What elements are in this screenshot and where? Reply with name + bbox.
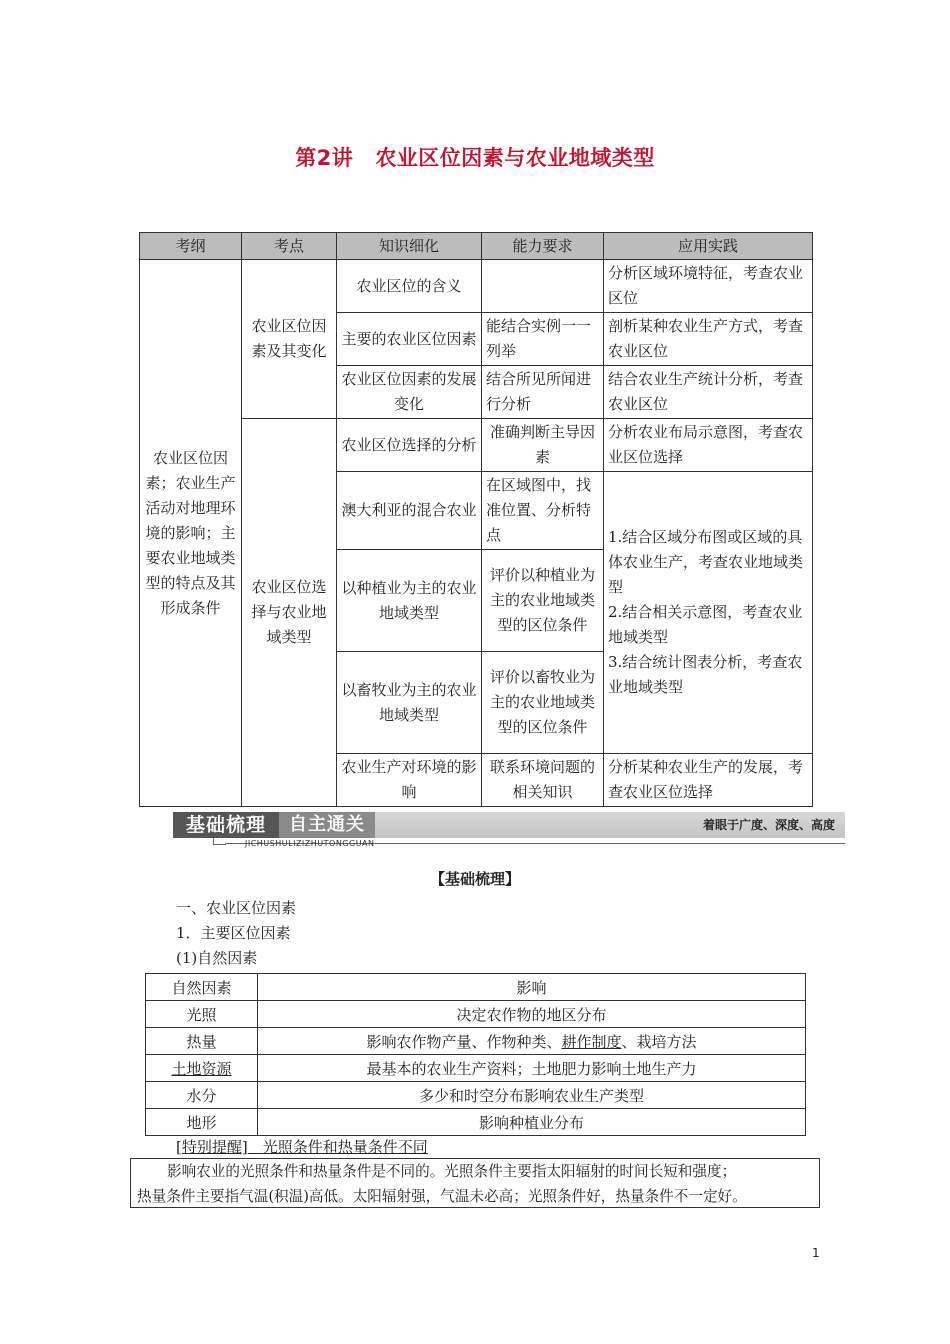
nengli-cell: 准确判断主导因素 — [482, 419, 604, 472]
yingyong-cell: 分析某种农业生产的发展，考查农业区位选择 — [604, 754, 813, 807]
yingyong-cell: 分析农业布局示意图，考查农业区位选择 — [604, 419, 813, 472]
effect-cell: 影响种植业分布 — [258, 1109, 806, 1136]
kaogang-cell: 农业区位因素；农业生产活动对地理环境的影响；主要农业地域类型的特点及其形成条件 — [140, 260, 242, 807]
yingyong-item: 1.结合区域分布图或区域的具体农业生产，考查农业地域类型 — [608, 528, 804, 596]
effect-text: 影响农作物产量、作物种类、 — [366, 1032, 562, 1051]
nengli-cell: 能结合实例一一列举 — [482, 313, 604, 366]
lecture-number: 第2讲 — [295, 146, 354, 170]
yingyong-item: 3.结合统计图表分析，考查农业地域类型 — [608, 653, 803, 696]
effect-cell: 最基本的农业生产资料；土地肥力影响土地生产力 — [258, 1055, 806, 1082]
banner-pinyin: JICHUSHULIZIZHUTONGGUAN — [245, 839, 375, 848]
zhishi-cell: 农业生产对环境的影响 — [337, 754, 482, 807]
nengli-cell: 在区域图中，找准位置、分析特点 — [482, 472, 604, 550]
effect-cell: 决定农作物的地区分布 — [258, 1001, 806, 1028]
section-heading: 【基础梳理】 — [429, 870, 520, 888]
header-yingyong: 应用实践 — [604, 233, 813, 260]
yingyong-cell: 分析区域环境特征，考查农业区位 — [604, 260, 813, 313]
zhishi-cell: 农业区位的含义 — [337, 260, 482, 313]
header-zhishi: 知识细化 — [337, 233, 482, 260]
factor-underlined-text: 土地资源 — [171, 1059, 232, 1078]
nengli-cell: 评价以种植业为主的农业地域类型的区位条件 — [482, 550, 604, 652]
note-line: 影响农业的光照条件和热量条件是不同的。光照条件主要指太阳辐射的时间长短和强度； — [167, 1163, 737, 1180]
banner-left-label: 基础梳理 — [173, 812, 279, 838]
page-title — [0, 142, 950, 172]
yingyong-cell: 结合农业生产统计分析，考查农业区位 — [604, 366, 813, 419]
effect-header: 影响 — [258, 974, 806, 1001]
note-label: [特别提醒] — [176, 1138, 248, 1156]
nengli-cell — [482, 260, 604, 313]
factor-cell: 水分 — [146, 1082, 258, 1109]
note-box — [130, 1158, 820, 1208]
yingyong-merged-cell — [604, 472, 813, 754]
banner-tagline: 着眼于广度、深度、高度 — [702, 818, 835, 832]
zhishi-cell: 主要的农业区位因素 — [337, 313, 482, 366]
factor-header: 自然因素 — [146, 974, 258, 1001]
note-line: 热量条件主要指气温(积温)高低。太阳辐射强，气温未必高；光照条件好，热量条件不一定好。 — [137, 1188, 747, 1205]
header-kaodian: 考点 — [242, 233, 337, 260]
effect-cell — [258, 1028, 806, 1055]
outline-level-1: 一、农业区位因素 — [176, 899, 297, 917]
page-number: 1 — [812, 1246, 820, 1260]
syllabus-table — [139, 232, 813, 807]
factor-cell: 热量 — [146, 1028, 258, 1055]
outline-level-3: (1)自然因素 — [176, 949, 258, 967]
nengli-cell: 评价以畜牧业为主的农业地域类型的区位条件 — [482, 652, 604, 754]
kaodian-cell-2: 农业区位选择与农业地域类型 — [242, 419, 337, 807]
zhishi-cell: 澳大利亚的混合农业 — [337, 472, 482, 550]
effect-text: 、栽培方法 — [621, 1032, 697, 1051]
zhishi-cell: 以畜牧业为主的农业地域类型 — [337, 652, 482, 754]
header-kaogang: 考纲 — [140, 233, 242, 260]
section-banner — [173, 810, 845, 850]
factor-cell: 光照 — [146, 1001, 258, 1028]
effect-cell: 多少和时空分布影响农业生产类型 — [258, 1082, 806, 1109]
nengli-cell: 结合所见所闻进行分析 — [482, 366, 604, 419]
note-title: 光照条件和热量条件不同 — [262, 1138, 428, 1156]
effect-underlined-text: 耕作制度 — [561, 1032, 622, 1051]
lecture-name: 农业区位因素与农业地域类型 — [375, 146, 655, 170]
outline-level-2: 1．主要区位因素 — [176, 924, 291, 942]
yingyong-item: 2.结合相关示意图，考查农业地域类型 — [608, 603, 803, 646]
kaodian-cell-1: 农业区位因素及其变化 — [242, 260, 337, 419]
header-nengli: 能力要求 — [482, 233, 604, 260]
zhishi-cell: 农业区位选择的分析 — [337, 419, 482, 472]
zhishi-cell: 以种植业为主的农业地域类型 — [337, 550, 482, 652]
yingyong-cell: 剖析某种农业生产方式，考查农业区位 — [604, 313, 813, 366]
note-heading — [176, 1136, 428, 1158]
banner-right-label: 自主通关 — [279, 812, 375, 838]
factor-cell: 地形 — [146, 1109, 258, 1136]
zhishi-cell: 农业区位因素的发展变化 — [337, 366, 482, 419]
nengli-cell: 联系环境问题的相关知识 — [482, 754, 604, 807]
natural-factors-table — [145, 973, 806, 1136]
factor-cell — [146, 1055, 258, 1082]
